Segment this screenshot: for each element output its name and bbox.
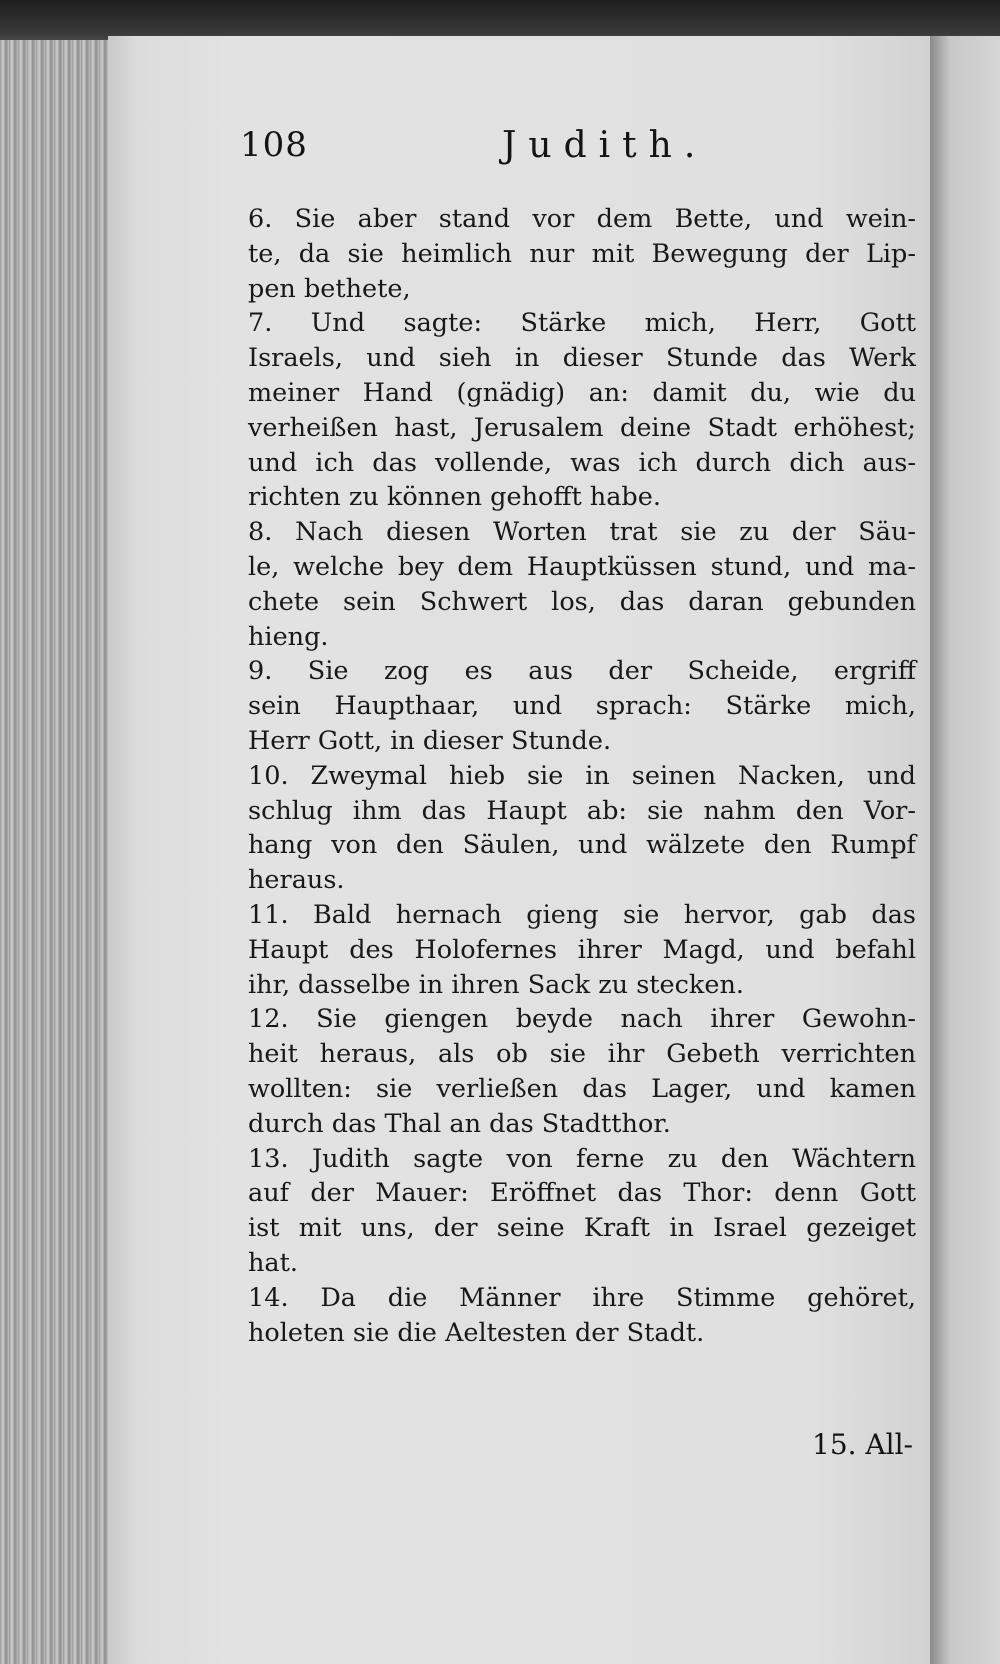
- text-line: richten zu können gehofft habe.: [248, 482, 661, 513]
- text-line: schlug ihm das Haupt ab: sie nahm den Vor-: [248, 795, 916, 826]
- text-line: und ich das vollende, was ich durch dich aus-: [248, 447, 916, 478]
- text-line: ihr, dasselbe in ihren Sack zu stecken.: [248, 969, 744, 1000]
- page-number: 108: [240, 125, 308, 165]
- text-line: auf der Mauer: Eröffnet das Thor: denn Gott: [248, 1178, 916, 1209]
- text-line: 9. Sie zog es aus der Scheide, ergriff: [248, 656, 916, 687]
- text-line: meiner Hand (gnädig) an: damit du, wie du: [248, 377, 916, 408]
- text-line: Herr Gott, in dieser Stunde.: [248, 725, 612, 756]
- catchword: 15. All-: [812, 1428, 914, 1461]
- text-line: 8. Nach diesen Worten trat sie zu der Säu-: [248, 517, 916, 548]
- text-line: pen bethete,: [248, 273, 411, 304]
- text-line: Israels, und sieh in dieser Stunde das Werk: [248, 343, 916, 374]
- text-line: te, da sie heimlich nur mit Bewegung der Lip-: [248, 238, 916, 269]
- text-line: Haupt des Holofernes ihrer Magd, und befahl: [248, 934, 916, 965]
- text-line: 10. Zweymal hieb sie in seinen Nacken, und: [248, 760, 916, 791]
- text-line: 6. Sie aber stand vor dem Bette, und wein-: [248, 204, 916, 234]
- adjacent-page-edge: [930, 36, 1000, 1664]
- text-line: 14. Da die Männer ihre Stimme gehöret,: [248, 1282, 916, 1313]
- text-line: le, welche bey dem Hauptküssen stund, und ma-: [248, 551, 916, 582]
- book-page-edges: [0, 40, 112, 1664]
- text-line: sein Haupthaar, und sprach: Stärke mich,: [248, 691, 916, 722]
- text-line: ist mit uns, der seine Kraft in Israel gezeiget: [248, 1213, 916, 1244]
- text-line: heraus.: [248, 865, 345, 896]
- text-line: durch das Thal an das Stadtthor.: [248, 1108, 671, 1139]
- text-line: hieng.: [248, 621, 329, 652]
- running-head: [240, 125, 708, 175]
- running-title: Judith.: [502, 125, 708, 166]
- text-line: 11. Bald hernach gieng sie hervor, gab das: [248, 899, 916, 930]
- text-line: 12. Sie giengen beyde nach ihrer Gewohn-: [248, 1004, 916, 1035]
- text-line: hat.: [248, 1247, 298, 1278]
- text-line: verheißen hast, Jerusalem deine Stadt erhöhest;: [248, 412, 916, 443]
- text-line: holeten sie die Aeltesten der Stadt.: [248, 1317, 705, 1348]
- body-text: [248, 202, 916, 1350]
- text-line: wollten: sie verließen das Lager, und kamen: [248, 1073, 916, 1104]
- text-line: 13. Judith sagte von ferne zu den Wächtern: [248, 1143, 916, 1174]
- text-line: chete sein Schwert los, das daran gebunden: [248, 586, 916, 617]
- text-line: hang von den Säulen, und wälzete den Rumpf: [248, 830, 916, 861]
- text-line: 7. Und sagte: Stärke mich, Herr, Gott: [248, 308, 916, 339]
- text-line: heit heraus, als ob sie ihr Gebeth verrichten: [248, 1039, 916, 1070]
